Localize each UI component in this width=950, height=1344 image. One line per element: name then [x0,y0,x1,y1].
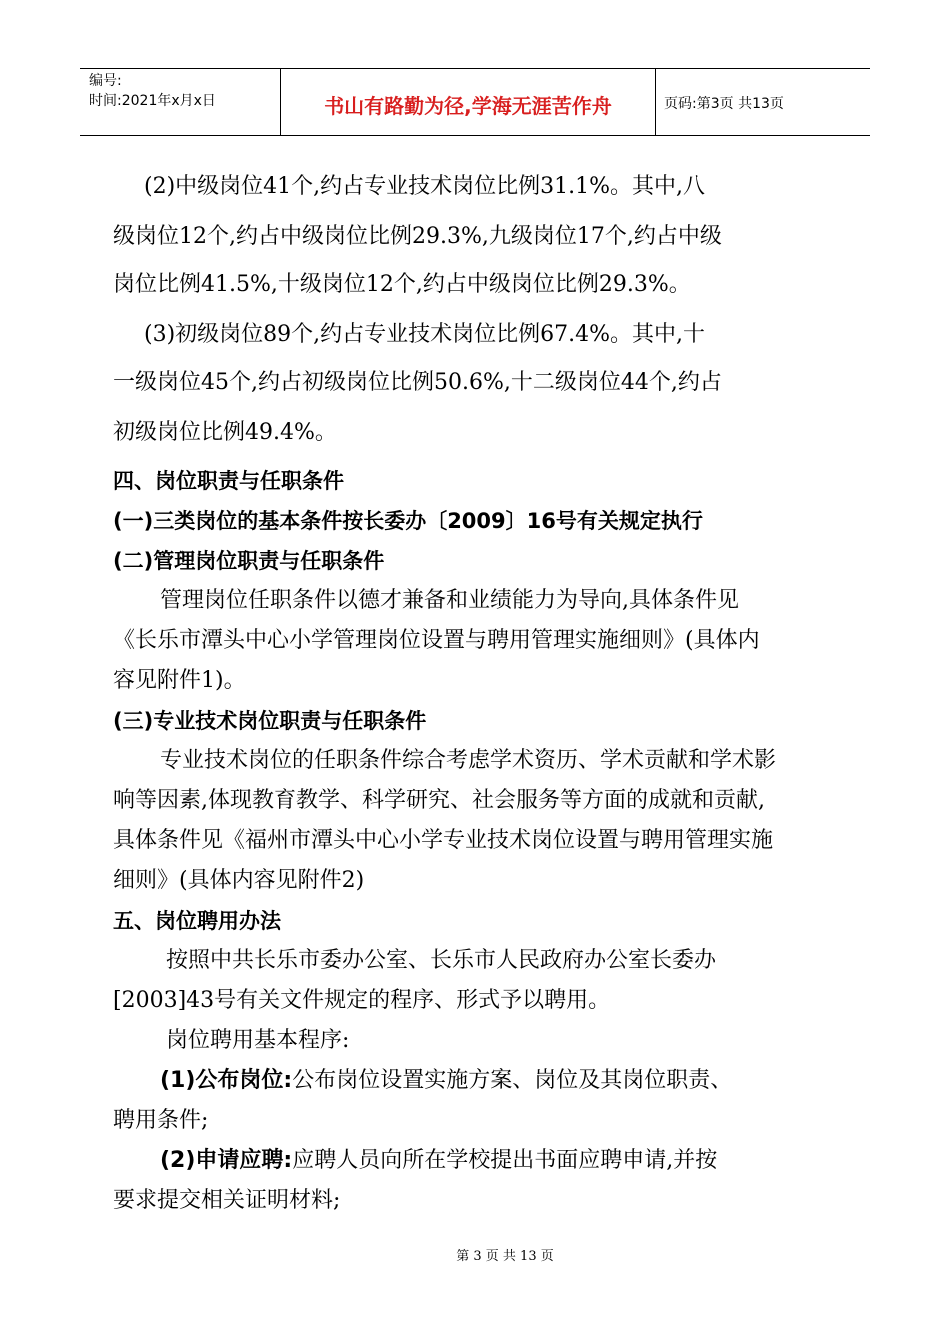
step-line [160,1066,732,1096]
header-meta [80,69,281,135]
subsection-heading: (二)管理岗位职责与任职条件 [113,549,385,573]
paragraph-line: 一级岗位45个,约占初级岗位比例50.6%,十二级岗位44个,约占 [113,370,722,395]
paragraph-line: 岗位比例41.5%,十级岗位12个,约占中级岗位比例29.3%。 [113,272,691,297]
paragraph-line: 容见附件1)。 [113,668,246,693]
paragraph-line: 初级岗位比例49.4%。 [113,420,337,445]
header-time: 时间:2021年x月x日 [89,93,216,109]
paragraph-line: 响等因素,体现教育教学、科学研究、社会服务等方面的成就和贡献, [113,788,765,813]
paragraph-line: 要求提交相关证明材料; [113,1188,341,1213]
paragraph-line: 按照中共长乐市委办公室、长乐市人民政府办公室长委办 [166,948,717,973]
paragraph-line: 级岗位12个,约占中级岗位比例29.3%,九级岗位17个,约占中级 [113,224,722,249]
paragraph-line: 管理岗位任职条件以德才兼备和业绩能力为导向,具体条件见 [160,588,739,613]
paragraph-line: (3)初级岗位89个,约占专业技术岗位比例67.4%。其中,十 [144,322,706,347]
paragraph-line: 具体条件见《福州市潭头中心小学专业技术岗位设置与聘用管理实施 [113,828,774,853]
step-label: (1)公布岗位: [160,1068,293,1093]
paragraph-line: [2003]43号有关文件规定的程序、形式予以聘用。 [113,988,611,1013]
step-text: 应聘人员向所在学校提出书面应聘申请,并按 [292,1148,718,1173]
paragraph-line: 专业技术岗位的任职条件综合考虑学术资历、学术贡献和学术影 [160,748,777,773]
step-text: 公布岗位设置实施方案、岗位及其岗位职责、 [292,1068,733,1093]
paragraph-line: (2)中级岗位41个,约占专业技术岗位比例31.1%。其中,八 [144,174,706,199]
paragraph-line: 细则》(具体内容见附件2) [113,868,365,893]
step-line [160,1146,717,1176]
paragraph-line: 聘用条件; [113,1108,209,1133]
section-heading-5: 五、岗位聘用办法 [113,909,281,933]
paragraph-line: 岗位聘用基本程序: [166,1028,350,1053]
section-heading-4: 四、岗位职责与任职条件 [113,469,344,493]
subsection-heading: (三)专业技术岗位职责与任职条件 [113,709,427,733]
paragraph-line: 《长乐市潭头中心小学管理岗位设置与聘用管理实施细则》(具体内 [113,628,760,653]
subsection-heading: (一)三类岗位的基本条件按长委办〔2009〕16号有关规定执行 [113,509,703,533]
header-number: 编号: [89,73,122,89]
header-motto: 书山有路勤为径,学海无涯苦作舟 [281,69,656,135]
page-header [80,68,870,136]
step-label: (2)申请应聘: [160,1148,293,1173]
header-page-info: 页码:第3页 共13页 [664,96,784,112]
page-footer: 第 3 页 共 13 页 [456,1249,554,1264]
